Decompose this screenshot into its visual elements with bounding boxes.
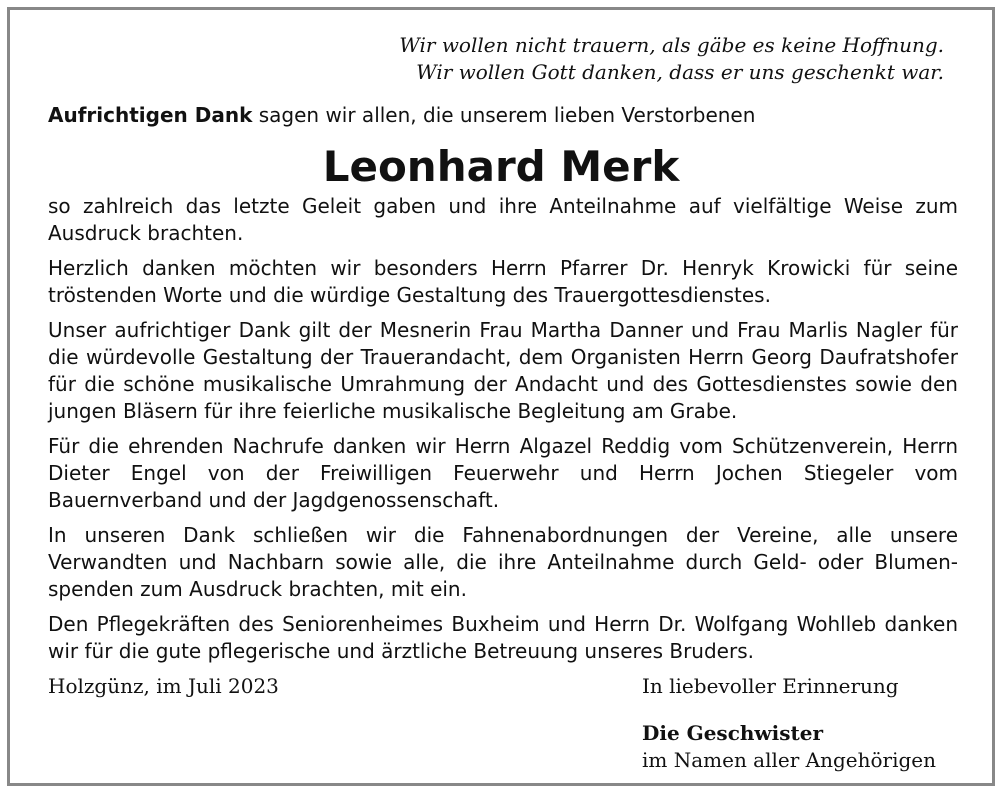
thanks-body <box>48 193 958 673</box>
intro-rest: sagen wir allen, die unserem lieben Verstorbenen <box>252 103 756 127</box>
paragraph: In unseren Dank schließen wir die Fahnenabordnungen der Vereine, alle unsere Verwandten und Nachbarn sowie alle, die ihre Anteilnahme durch Geld- oder Blumenspenden zum Ausdruck brachten, mit ein. <box>48 523 958 601</box>
signature-block <box>642 673 936 774</box>
motto-line-2: Wir wollen Gott danken, dass er uns geschenkt war. <box>416 60 944 84</box>
paragraph: Unser aufrichtiger Dank gilt der Mesnerin Frau Martha Danner und Frau Marlis Nagler für die würdevolle Gestaltung der Trauerandacht, dem Organisten Herrn Georg Daufratshofer für die schöne musikalische Umrahmung der Andacht und des Gottesdienstes sowie den jungen Bläsern für ihre feierliche musikalische Begleitung am Grabe. <box>48 318 958 423</box>
intro-bold: Aufrichtigen Dank <box>48 103 253 127</box>
signature-line-3: im Namen aller Angehörigen <box>642 748 937 772</box>
intro-line <box>48 102 755 129</box>
paragraph: Den Pflegekräften des Seniorenheimes Buxheim und Herrn Dr. Wolfgang Wohlleb danken wir für die gute pflegerische und ärztliche Betreuung unseres Bruders. <box>48 612 958 663</box>
signature-family: Die Geschwister <box>642 721 823 745</box>
notice-frame <box>7 7 995 786</box>
paragraph: Für die ehrenden Nachrufe danken wir Herrn Algazel Reddig vom Schützenverein, Herrn Dieter Engel von der Freiwilligen Feuerwehr und Herrn Jochen Stiegeler vom Bauernverband und der Jagdgenossenschaft. <box>48 434 958 512</box>
paragraph: so zahlreich das letzte Geleit gaben und ihre Anteilnahme auf vielfältige Weise zum Ausdruck brachten. <box>48 194 958 245</box>
deceased-name: Leonhard Merk <box>322 142 680 191</box>
motto-quote <box>399 32 944 86</box>
signature-line-1: In liebevoller Erinnerung <box>642 674 899 698</box>
paragraph: Herzlich danken möchten wir besonders Herrn Pfarrer Dr. Henryk Krowicki für seine tröstenden Worte und die würdige Gestaltung des Trauergottesdienstes. <box>48 256 958 307</box>
motto-line-1: Wir wollen nicht trauern, als gäbe es keine Hoffnung. <box>399 33 944 57</box>
place-date: Holzgünz, im Juli 2023 <box>48 674 279 698</box>
